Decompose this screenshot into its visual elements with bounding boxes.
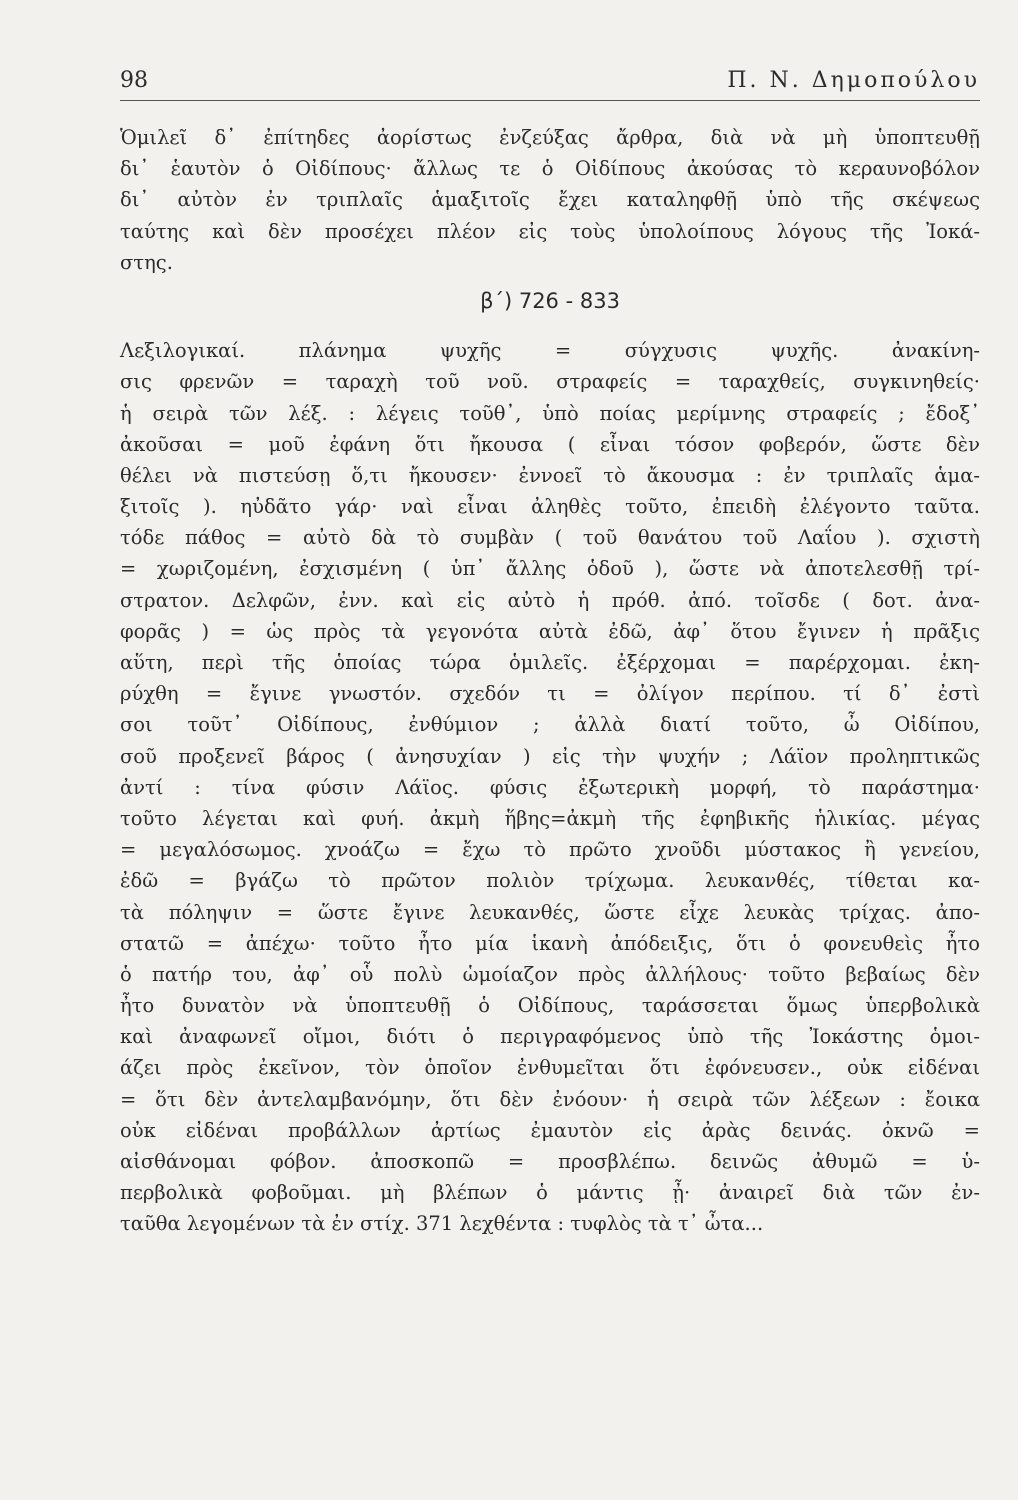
text-line: δι᾽ ἑαυτὸν ὁ Οἰδίπους· ἄλλως τε ὁ Οἰδίπους ἀκούσας τὸ κεραυνοβόλον: [120, 157, 980, 181]
text-line: αἰσθάνομαι φόβον. ἀποσκοπῶ = προσβλέπω. δεινῶς ἀθυμῶ = ὑ-: [120, 1150, 980, 1174]
text-line: τόδε πάθος = αὐτὸ δὰ τὸ συμβὰν ( τοῦ θανάτου τοῦ Λαΐου ). σχιστὴ: [120, 526, 980, 550]
text-line: φορᾶς ) = ὡς πρὸς τὰ γεγονότα αὐτὰ ἐδῶ, ἀφ᾽ ὅτου ἔγινεν ἡ πρᾶξις: [120, 619, 980, 643]
text-line: δι᾽ αὐτὸν ἐν τριπλαῖς ἁμαξιτοῖς ἔχει καταληφθῇ ὑπὸ τῆς σκέψεως: [120, 188, 980, 212]
page-header: [120, 64, 980, 101]
text-line: άζει πρὸς ἐκεῖνον, τὸν ὁποῖον ἐνθυμεῖται ὅτι ἐφόνευσεν., οὐκ εἰδέναι: [120, 1056, 980, 1080]
text-line: ξιτοῖς ). ηὐδᾶτο γάρ· ναὶ εἶναι ἀληθὲς τοῦτο, ἐπειδὴ ἐλέγοντο ταῦτα.: [120, 495, 980, 519]
text-line: περβολικὰ φοβοῦμαι. μὴ βλέπων ὁ μάντις ᾖ· ἀναιρεῖ διὰ τῶν ἐν-: [120, 1181, 980, 1205]
text-line: αὕτη, περὶ τῆς ὁποίας τώρα ὁμιλεῖς. ἐξέρχομαι = παρέρχομαι. ἐκη-: [120, 651, 980, 675]
text-line: ρύχθη = ἔγινε γνωστόν. σχεδόν τι = ὀλίγον περίπου. τί δ᾽ ἐστὶ: [120, 682, 980, 706]
text-line: στατῶ = ἀπέχω· τοῦτο ἦτο μία ἱκανὴ ἀπόδειξις, ὅτι ὁ φονευθεὶς ἦτο: [120, 931, 980, 955]
text-line: ταύτης καὶ δὲν προσέχει πλέον εἰς τοὺς ὑπολοίπους λόγους τῆς Ἰοκά-: [120, 219, 980, 243]
text-line: ἡ σειρὰ τῶν λέξ. : λέγεις τοῦθ᾽, ὑπὸ ποίας μερίμνης στραφείς ; ἔδοξ᾽: [120, 401, 980, 425]
text-line: σοῦ προξενεῖ βάρος ( ἀνησυχίαν ) εἰς τὴν ψυχήν ; Λάϊον προληπτικῶς: [120, 744, 980, 768]
text-line: = ὅτι δὲν ἀντελαμβανόμην, ὅτι δὲν ἐνόουν· ἡ σειρὰ τῶν λέξεων : ἔοικα: [120, 1087, 980, 1111]
text-line: θέλει νὰ πιστεύσῃ ὅ,τι ἤκουσεν· ἐννοεῖ τὸ ἄκουσμα : ἐν τριπλαῖς ἁμα-: [120, 463, 980, 487]
text-line: στης.: [120, 250, 173, 274]
text-line: οὐκ εἰδέναι προβάλλων ἀρτίως ἐμαυτὸν εἰς ἀρὰς δεινάς. ὀκνῶ =: [120, 1118, 980, 1142]
text-line: τὰ πόληψιν = ὥστε ἔγινε λευκανθές, ὥστε εἶχε λευκὰς τρίχας. ἀπο-: [120, 900, 980, 924]
text-line: ἀντί : τίνα φύσιν Λάϊος. φύσις ἐξωτερικὴ μορφή, τὸ παράστημα·: [120, 775, 980, 799]
text-line: σις φρενῶν = ταραχὴ τοῦ νοῦ. στραφείς = ταραχθείς, συγκινηθείς·: [120, 370, 980, 394]
page-number: 98: [120, 68, 148, 93]
text-line: Ὁμιλεῖ δ᾽ ἐπίτηδες ἀορίστως ἐνζεύξας ἄρθρα, διὰ νὰ μὴ ὑποπτευθῇ: [120, 126, 980, 149]
text-line: ὁ πατήρ του, ἀφ᾽ οὗ πολὺ ὡμοίαζον πρὸς ἀλλήλους· τοῦτο βεβαίως δὲν: [120, 962, 980, 986]
text-line: τοῦτο λέγεται καὶ φυή. ἀκμὴ ἥβης=ἀκμὴ τῆς ἐφηβικῆς ἡλικίας. μέγας: [120, 806, 980, 830]
text-line: ἦτο δυνατὸν νὰ ὑποπτευθῇ ὁ Οἰδίπους, ταράσσεται ὅμως ὑπερβολικὰ: [120, 994, 980, 1018]
text-line: σοι τοῦτ᾽ Οἰδίπους, ἐνθύμιον ; ἀλλὰ διατί τοῦτο, ὦ Οἰδίπου,: [120, 713, 980, 737]
page-body: [120, 122, 980, 1240]
text-line: = χωριζομένη, ἐσχισμένη ( ὑπ᾽ ἄλλης ὁδοῦ ), ὥστε νὰ ἀποτελεσθῇ τρί-: [120, 557, 980, 581]
section-heading: β΄) 726 - 833: [480, 288, 620, 313]
text-line: ἀκοῦσαι = μοῦ ἐφάνη ὅτι ἤκουσα ( εἶναι τόσον φοβερόν, ὥστε δὲν: [120, 432, 980, 456]
text-line: καὶ ἀναφωνεῖ οἴμοι, διότι ὁ περιγραφόμενος ὑπὸ τῆς Ἰοκάστης ὁμοι-: [120, 1025, 980, 1049]
paragraph-intro: [120, 122, 980, 278]
text-line: ἐδῶ = βγάζω τὸ πρῶτον πολιὸν τρίχωμα. λευκανθές, τίθεται κα-: [120, 869, 980, 893]
text-line: = μεγαλόσωμος. χνοάζω = ἔχω τὸ πρῶτο χνοῦδι μύστακος ἢ γενείου,: [120, 838, 980, 862]
running-head: Π. Ν. Δημοπούλου: [727, 68, 980, 93]
paragraph-glossary: [120, 335, 980, 1239]
text-line: Λεξιλογικαί. πλάνημα ψυχῆς = σύγχυσις ψυχῆς. ἀνακίνη-: [120, 339, 980, 363]
text-line: στρατον. Δελφῶν, ἐνν. καὶ εἰς αὐτὸ ἡ πρόθ. ἀπό. τοῖσδε ( δοτ. ἀνα-: [120, 588, 980, 612]
text-line: ταῦθα λεγομένων τὰ ἐν στίχ. 371 λεχθέντα : τυφλὸς τὰ τ᾽ ὦτα...: [120, 1212, 764, 1236]
